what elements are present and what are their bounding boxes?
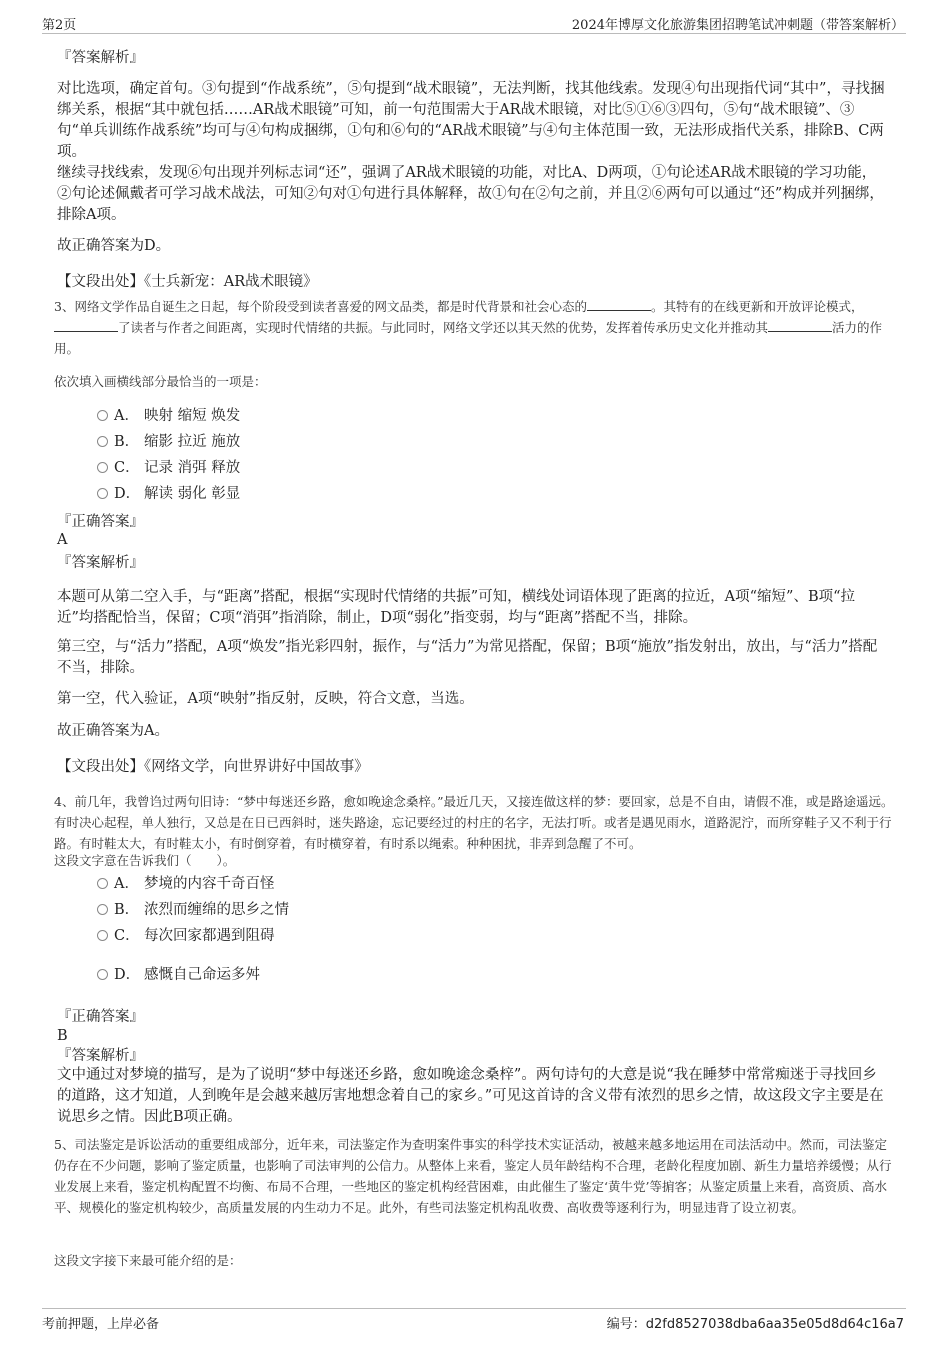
q3-stem: 3、网络文学作品自诞生之日起，每个阶段受到读者喜爱的网文品类，都是时代背景和社会心态的 。其特有的在线更新和开放评论模式，了读者与作者之间距离，实现时代情绪的共振。与此同时，网络文学还以其天然的优势，发挥着传承历史文化并推动其 活力的作用。 [54, 299, 883, 356]
q3-correct-label: 『正确答案』 [57, 514, 144, 530]
radio-icon[interactable] [97, 410, 108, 421]
q3-option-b[interactable]: B． 缩影 拉近 施放 [97, 432, 240, 452]
q3-prompt: 依次填入画横线部分最恰当的一项是： [54, 374, 267, 389]
q3-correct-answer: A [57, 532, 68, 548]
q2-analysis-label: 『答案解析』 [57, 50, 144, 66]
q2-analysis-p1: 对比选项，确定首句。③句提到“作战系统”，⑤句提到“战术眼镜”，无法判断，找其他线索。发现④句出现指代词“其中”，寻找捆绑关系，根据“其中就包括……AR战术眼镜”可知，前一句范围需大于AR战术眼镜，对比⑤①⑥③四句，⑤句“战术眼镜”、③句“单兵训练作战系统”均可与④句构成捆绑，①句和⑥句的“AR战术眼镜”与④句主体范围一致，无法形成指代关系，排除B、C两项。 [57, 81, 885, 160]
page-number: 第2页 [42, 18, 77, 33]
q4-prompt: 这段文字意在告诉我们（ ）。 [54, 853, 236, 868]
q2-analysis-p2: 继续寻找线索，发现⑥句出现并列标志词“还”，强调了AR战术眼镜的功能，对比A、D两项，①句论述AR战术眼镜的学习功能，②句论述佩戴者可学习战术战法，可知②句对①句进行具体解释，故①句在②句之前，并且②⑥两句可以通过“还”构成并列捆绑，排除A项。 [57, 165, 884, 223]
footer-divider [42, 1308, 906, 1309]
radio-icon[interactable] [97, 969, 108, 980]
q3-conclusion: 故正确答案为A。 [57, 723, 169, 739]
blank-2 [54, 319, 118, 332]
radio-icon[interactable] [97, 462, 108, 473]
q4-option-b[interactable]: B． 浓烈而缠绵的思乡之情 [97, 900, 289, 920]
q3-option-d[interactable]: D． 解读 弱化 彰显 [97, 484, 240, 504]
blank-1 [587, 298, 651, 311]
q2-source: 【文段出处】《士兵新宠：AR战术眼镜》 [57, 274, 318, 290]
radio-icon[interactable] [97, 488, 108, 499]
q4-option-c[interactable]: C． 每次回家都遇到阻碍 [97, 926, 275, 946]
q3-option-a[interactable]: A． 映射 缩短 焕发 [97, 406, 240, 426]
q4-option-a[interactable]: A． 梦境的内容千奇百怪 [97, 874, 275, 894]
radio-icon[interactable] [97, 904, 108, 915]
radio-icon[interactable] [97, 878, 108, 889]
q4-analysis-label: 『答案解析』 [57, 1048, 144, 1064]
q4-option-d[interactable]: D． 感慨自己命运多舛 [97, 965, 260, 985]
header-divider [42, 33, 906, 34]
q3-option-c[interactable]: C． 记录 消弭 释放 [97, 458, 240, 478]
q4-stem: 4、前几年，我曾诌过两句旧诗：“梦中每迷还乡路，愈如晚途念桑梓。”最近几天，又接连做这样的梦：要回家，总是不自由，请假不准，或是路途遥远。有时决心起程，单人独行，又总是在日已西斜时，迷失路途，忘记要经过的村庄的名字，无法打听。或者是遇见雨水，道路泥泞，而所穿鞋子又不利于行路。有时鞋太大，有时鞋太小，有时倒穿着，有时横穿着，有时系以绳索。种种困扰，非弄到急醒了不可。 [54, 794, 894, 851]
q4-correct-label: 『正确答案』 [57, 1009, 144, 1025]
q3-analysis-p3: 第一空，代入验证，A项“映射”指反射，反映，符合文意，当选。 [57, 691, 474, 707]
blank-3 [768, 319, 832, 332]
q3-analysis-p2: 第三空，与“活力”搭配，A项“焕发”指光彩四射，振作，与“活力”为常见搭配，保留；B项“施放”指发射出，放出，与“活力”搭配不当，排除。 [57, 639, 878, 676]
document-code: 编号：d2fd8527038dba6aa35e05d8d64c16a7 [606, 1317, 904, 1332]
page-header [0, 14, 950, 34]
q3-analysis-p1: 本题可从第二空入手，与“距离”搭配，根据“实现时代情绪的共振”可知，横线处词语体现了距离的拉近，A项“缩短”、B项“拉近”均搭配恰当，保留；C项“消弭”指消除，制止，D项“弱化”指变弱，均与“距离”搭配不当，排除。 [57, 589, 856, 626]
radio-icon[interactable] [97, 930, 108, 941]
q2-conclusion: 故正确答案为D。 [57, 238, 171, 254]
q4-analysis-p1: 文中通过对梦境的描写，是为了说明“梦中每迷还乡路，愈如晚途念桑梓”。两句诗句的大意是说“我在睡梦中常常痴迷于寻找回乡的道路，这才知道，人到晚年是会越来越厉害地想念着自己的家乡。”可见这首诗的含义带有浓烈的思乡之情，故这段文字主要是在说思乡之情。因此B项正确。 [57, 1067, 884, 1125]
q5-prompt: 这段文字接下来最可能介绍的是： [54, 1253, 242, 1268]
q5-stem: 5、司法鉴定是诉讼活动的重要组成部分，近年来，司法鉴定作为查明案件事实的科学技术实证活动，被越来越多地运用在司法活动中。然而，司法鉴定仍存在不少问题，影响了鉴定质量，也影响了司法审判的公信力。从整体上来看，鉴定人员年龄结构不合理，老龄化程度加剧、新生力量培养缓慢；从行业发展上来看，鉴定机构配置不均衡、布局不合理，一些地区的鉴定机构经营困难，由此催生了鉴定‘黄牛党’等掮客；从鉴定质量上来看，高资质、高水平、规模化的鉴定机构较少，高质量发展的内生动力不足。此外，有些司法鉴定机构乱收费、高收费等逐利行为，明显违背了设立初衷。 [54, 1137, 892, 1215]
footer-slogan: 考前押题，上岸必备 [42, 1317, 160, 1332]
q4-correct-answer: B [57, 1028, 68, 1044]
radio-icon[interactable] [97, 436, 108, 447]
q3-analysis-label: 『答案解析』 [57, 555, 144, 571]
q3-source: 【文段出处】《网络文学，向世界讲好中国故事》 [57, 759, 369, 775]
document-title: 2024年博厚文化旅游集团招聘笔试冲刺题（带答案解析） [571, 18, 904, 33]
